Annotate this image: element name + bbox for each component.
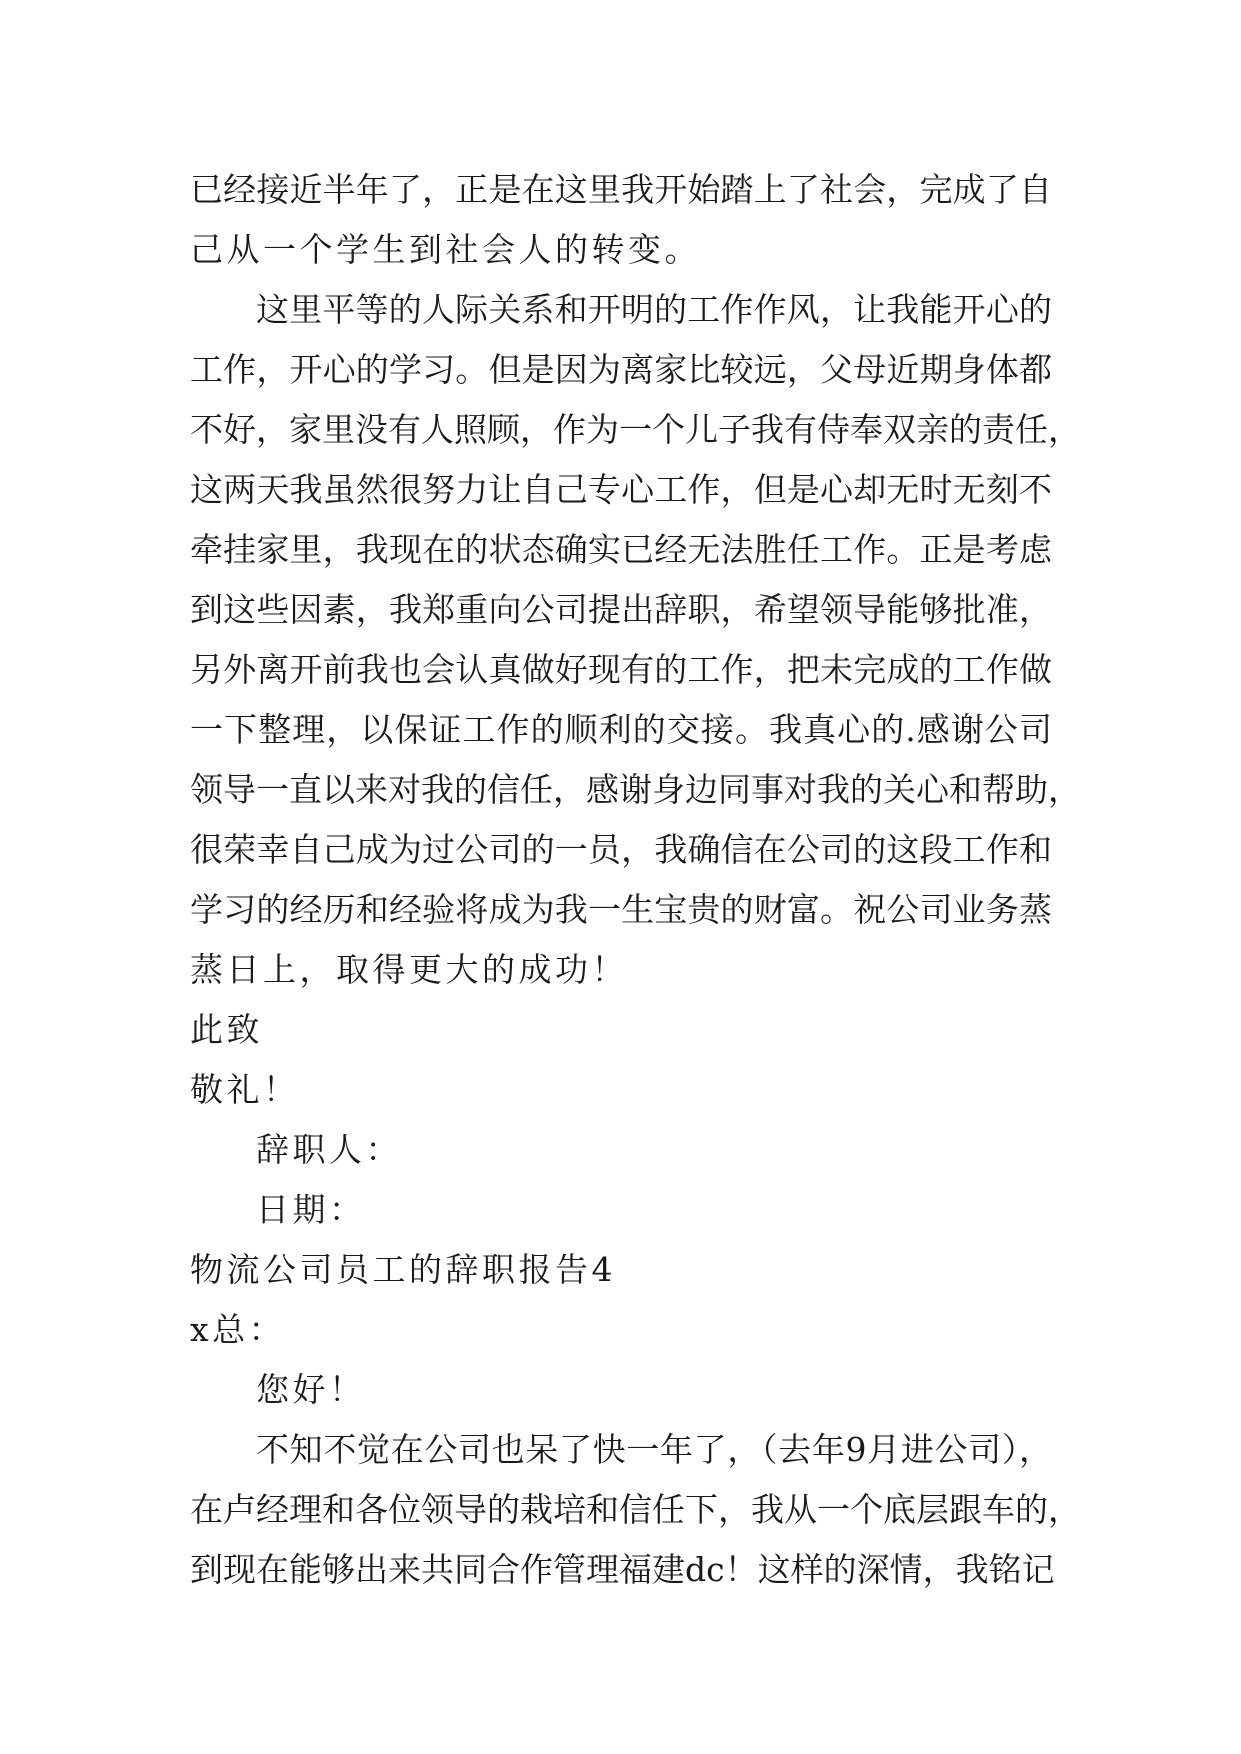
text-line: 在卢经理和各位领导的栽培和信任下，我从一个底层跟车的， [190, 1490, 1081, 1529]
text-line: 很荣幸自己成为过公司的一员，我确信在公司的这段工作和 [190, 830, 1052, 869]
text-line: 己从一个学生到社会人的转变。 [190, 230, 701, 269]
greeting: 您好！ [256, 1370, 366, 1409]
text-line: 工作，开心的学习。但是因为离家比较远，父母近期身体都 [190, 350, 1052, 389]
text-line: 学习的经历和经验将成为我一生宝贵的财富。祝公司业务蒸 [190, 890, 1052, 929]
salutation: x总： [190, 1310, 286, 1349]
text-line: 一下整理，以保证工作的顺利的交接。我真心的.感谢公司 [190, 710, 1052, 749]
text-line: 到这些因素，我郑重向公司提出辞职，希望领导能够批准， [190, 590, 1052, 629]
document-page [190, 160, 1081, 1600]
text-line: 到现在能够出来共同合作管理福建dc！这样的深情，我铭记 [190, 1550, 1055, 1589]
text-line: 领导一直以来对我的信任，感谢身边同事对我的关心和帮助， [190, 770, 1081, 809]
paragraph-start: 不知不觉在公司也呆了快一年了，（去年9月进公司）， [256, 1430, 1052, 1469]
text-line: 蒸日上，取得更大的成功！ [190, 950, 628, 989]
text-line: 已经接近半年了，正是在这里我开始踏上了社会，完成了自 [190, 170, 1052, 209]
date-label: 日期： [256, 1190, 366, 1229]
text-line: 不好，家里没有人照顾，作为一个儿子我有侍奉双亲的责任， [190, 410, 1081, 449]
text-line: 牵挂家里，我现在的状态确实已经无法胜任工作。正是考虑 [190, 530, 1052, 569]
paragraph-start: 这里平等的人际关系和开明的工作作风，让我能开心的 [256, 290, 1052, 329]
signature-label: 辞职人： [256, 1130, 402, 1169]
closing-line: 此致 [190, 1010, 263, 1049]
closing-salute: 敬礼！ [190, 1070, 300, 1109]
section-title: 物流公司员工的辞职报告4 [190, 1250, 616, 1289]
text-line: 另外离开前我也会认真做好现有的工作，把未完成的工作做 [190, 650, 1052, 689]
text-line: 这两天我虽然很努力让自己专心工作，但是心却无时无刻不 [190, 470, 1052, 509]
